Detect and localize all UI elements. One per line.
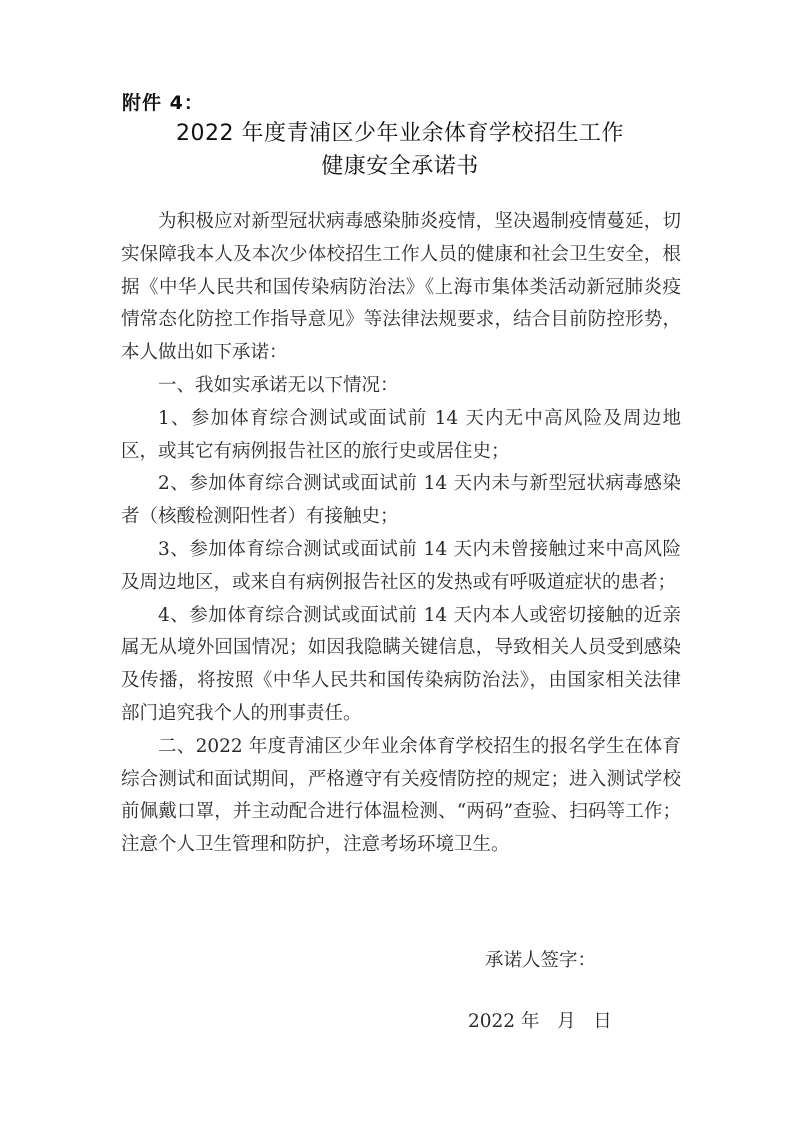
commitment-item-1: 1、参加体育综合测试或面试前 14 天内无中高风险及周边地区，或其它有病例报告社区的旅行史或居住史； xyxy=(121,407,681,462)
document-body xyxy=(121,206,681,862)
section-two-paragraph: 二、2022 年度青浦区少年业余体育学校招生的报名学生在体育综合测试和面试期间，严格遵守有关疫情防控的规定；进入测试学校前佩戴口罩，并主动配合进行体温检测、“两码”查验、扫码等工作；注意个人卫生管理和防护，注意考场环境卫生。 xyxy=(121,735,681,856)
commitment-item-4: 4、参加体育综合测试或面试前 14 天内本人或密切接触的近亲属无从境外回国情况；如因我隐瞒关键信息，导致相关人员受到感染及传播，将按照《中华人民共和国传染病防治法》，由国家相关法律部门追究我个人的刑事责任。 xyxy=(121,604,681,724)
signature-date: 2022 年 月 日 xyxy=(468,1011,612,1032)
document-title: 2022 年度青浦区少年业余体育学校招生工作 xyxy=(176,121,624,146)
attachment-label: 附件 4： xyxy=(122,92,204,114)
intro-paragraph: 为积极应对新型冠状病毒感染肺炎疫情，坚决遏制疫情蔓延，切实保障我本人及本次少体校招生工作人员的健康和社会卫生安全，根据《中华人民共和国传染病防治法》《上海市集体类活动新冠肺炎疫情常态化防控工作指导意见》等法律法规要求，结合目前防控形势，本人做出如下承诺： xyxy=(121,211,681,364)
section-one-heading: 一、我如实承诺无以下情况： xyxy=(158,374,399,396)
commitment-item-2: 2、参加体育综合测试或面试前 14 天内未与新型冠状病毒感染者（核酸检测阳性者）有接触史； xyxy=(121,473,681,528)
signature-label: 承诺人签字： xyxy=(485,950,597,971)
document-subtitle: 健康安全承诺书 xyxy=(321,154,479,179)
commitment-item-3: 3、参加体育综合测试或面试前 14 天内未曾接触过来中高风险及周边地区，或来自有病例报告社区的发热或有呼吸道症状的患者； xyxy=(121,538,681,593)
